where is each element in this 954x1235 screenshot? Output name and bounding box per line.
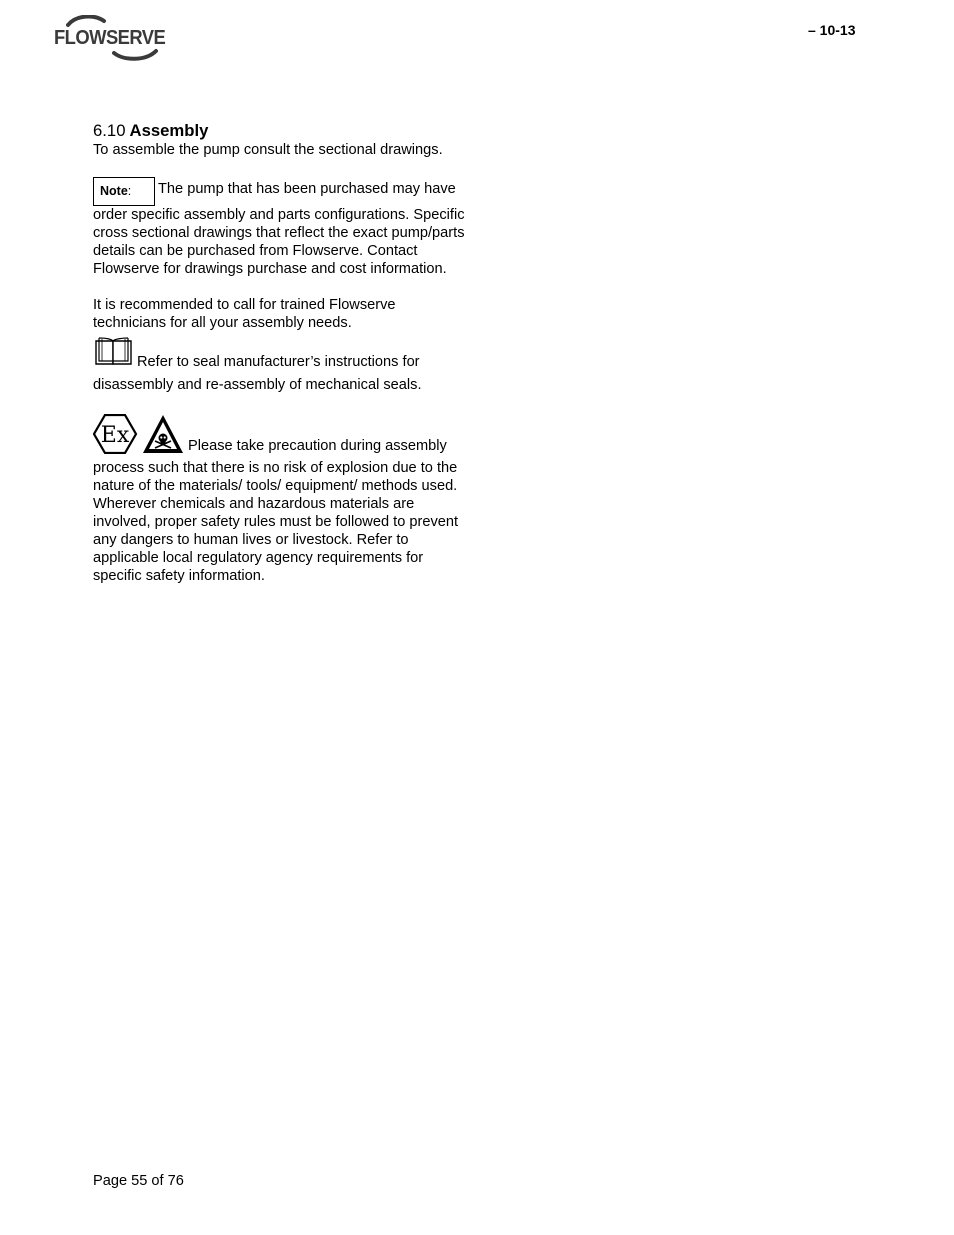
document-code: – 10-13 [808, 22, 856, 38]
seal-text: Refer to seal manufacturer’s instructions for disassembly and re-assembly of mechanical seals. [93, 354, 422, 393]
section-number: 6.10 [93, 121, 126, 140]
note-text: The pump that has been purchased may have order specific assembly and parts configurations. Specific cross sectional drawings that reflect the exact pump/parts details can be purchased from Flowserve. Contact Flowserve for drawings purchase and cost information. [93, 181, 465, 277]
book-icon [93, 337, 134, 374]
safety-paragraph [93, 414, 468, 585]
atex-ex-icon [94, 415, 136, 453]
section-heading [93, 121, 468, 141]
seal-paragraph [93, 337, 468, 396]
safety-text: Please take precaution during assembly process such that there is no risk of explosion due to the nature of the materials/ tools/ equipment/ methods used. Wherever chemicals and hazardous materials are involved, proper safety rules must be followed to prevent any dangers to human lives or livestock. Refer to applicable local regulatory agency requirements for specific safety information. [93, 438, 459, 584]
section-assembly [93, 121, 468, 585]
svg-text:Ex: Ex [100, 423, 130, 448]
flowserve-logo [54, 15, 164, 63]
intro-paragraph: To assemble the pump consult the sectional drawings. [93, 142, 443, 158]
page-number: Page 55 of 76 [93, 1173, 184, 1189]
note-paragraph [93, 177, 468, 278]
note-label-box: Note: [93, 177, 155, 206]
toxic-hazard-icon [143, 415, 183, 453]
section-title: Assembly [129, 121, 209, 140]
recommend-paragraph: It is recommended to call for trained Flowserve technicians for all your assembly needs. [93, 297, 396, 331]
logo-wordmark: FLOWSERVE [54, 27, 166, 49]
